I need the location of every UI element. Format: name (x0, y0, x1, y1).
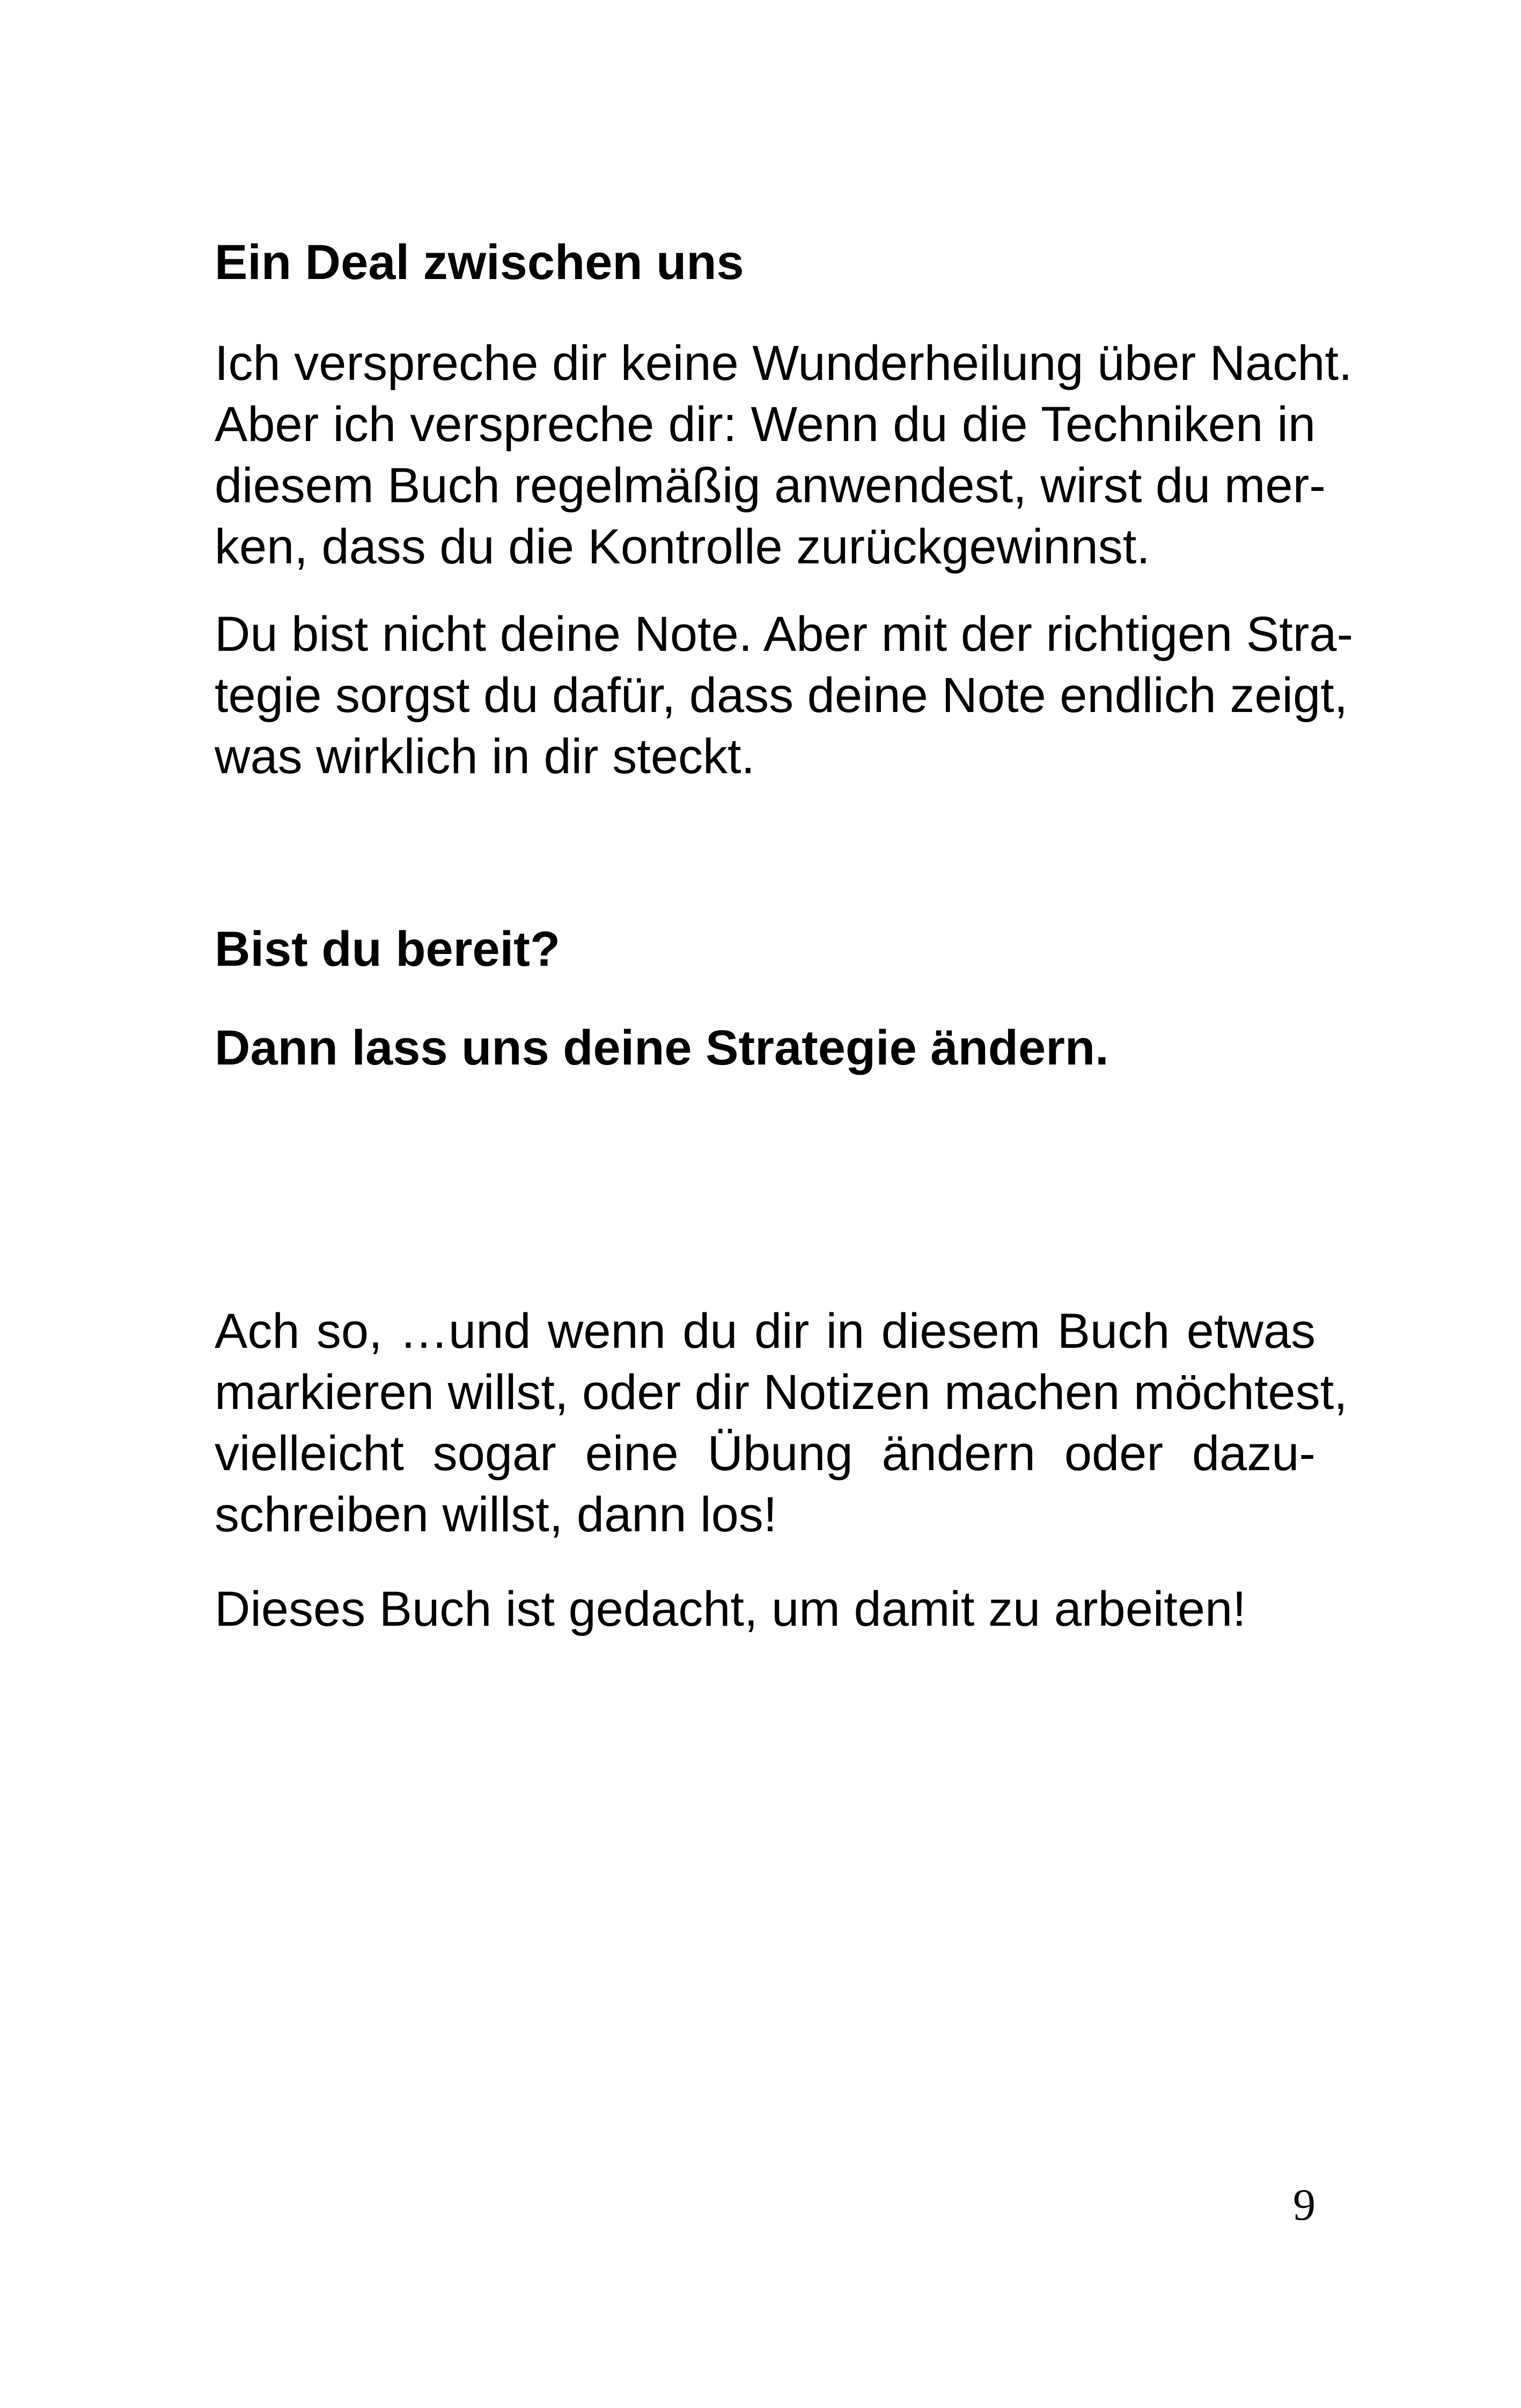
paragraph-work-with-book (215, 1579, 1316, 1640)
section-heading: Ein Deal zwischen uns (215, 235, 744, 290)
paragraph-line: Aber ich verspreche dir: Wenn du die Techniken in (215, 397, 1316, 452)
paragraph-line: vielleicht sogar eine Übung ändern oder dazu- (215, 1426, 1316, 1481)
paragraph-line: Dieses Buch ist gedacht, um damit zu arbeiten! (215, 1582, 1246, 1636)
paragraph-line: Ich verspreche dir keine Wunderheilung über Nacht. (215, 336, 1353, 391)
change-strategy-statement: Dann lass uns deine Strategie ändern. (215, 1021, 1109, 1075)
paragraph-line: schreiben willst, dann los! (215, 1487, 777, 1542)
paragraph-notes-invitation (215, 1301, 1348, 1545)
paragraph-line: was wirklich in dir steckt. (215, 729, 755, 784)
paragraph-line: Du bist nicht deine Note. Aber mit der richtigen Stra- (215, 607, 1354, 662)
paragraph-line: tegie sorgst du dafür, dass deine Note endlich zeigt, (215, 668, 1348, 723)
paragraph-line: ken, dass du die Kontrolle zurückgewinnst. (215, 519, 1150, 574)
paragraph-line: diesem Buch regelmäßig anwendest, wirst du mer- (215, 458, 1326, 513)
paragraph-grade-strategy (215, 604, 1354, 787)
page-number: 9 (1293, 2180, 1316, 2230)
ready-question: Bist du bereit? (215, 922, 561, 977)
paragraph-line: Ach so, …und wenn du dir in diesem Buch etwas (215, 1304, 1316, 1359)
paragraph-line: markieren willst, oder dir Notizen machen möchtest, (215, 1365, 1348, 1420)
paragraph-deal-promise (215, 333, 1353, 577)
